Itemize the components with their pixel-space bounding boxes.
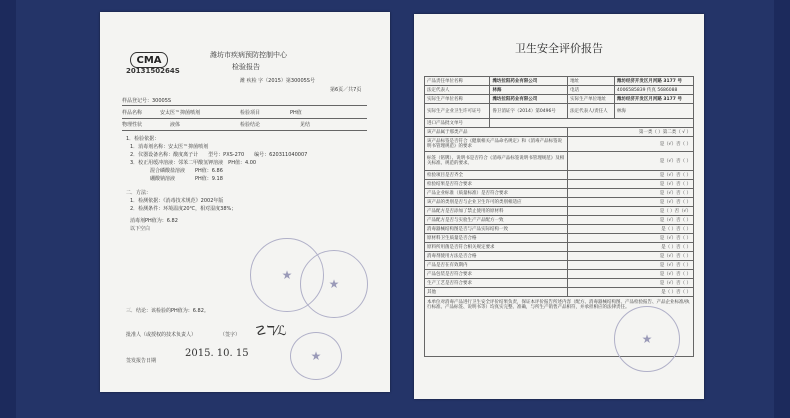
- sample-no: 样品登记号：30005S: [122, 98, 172, 104]
- table-cell: 潍坊拉阳药业有限公司: [490, 77, 568, 86]
- table-cell: 实际生产单位地址: [568, 95, 615, 104]
- signature-label: （签字）: [220, 332, 241, 338]
- method-line: 硼酸钠溶液 PH值：9.18: [130, 176, 223, 182]
- table-row: [425, 216, 694, 225]
- table-cell: 林海: [614, 104, 693, 119]
- table-cell: 产品包装是否符合要求: [425, 270, 568, 279]
- table-cell: 是（√）否（ ）: [568, 152, 694, 171]
- procedure-line: 1．检测依据：《消毒技术规范》2002年版: [130, 198, 224, 204]
- table-cell: 实际生产单位名称: [425, 95, 490, 104]
- report-number: 2013150264S: [126, 67, 180, 75]
- table-row: [425, 252, 694, 261]
- table-cell: 法定代表人: [425, 86, 490, 95]
- safety-evaluation-page: [414, 14, 704, 399]
- inspection-report-page: [100, 12, 390, 392]
- table-cell: 产品是否在有效期内: [425, 261, 568, 270]
- cma-logo: CMA: [130, 52, 168, 68]
- table-row: [425, 189, 694, 198]
- sample-name: 安太医™抑菌喷剂: [160, 110, 201, 116]
- table-cell: 电话: [568, 86, 615, 95]
- date-label: 签发报告日期: [126, 358, 157, 364]
- test-item-label: 检验项目: [240, 110, 261, 116]
- table-cell: 标签（铭牌）、说明书是否符合《消毒产品标签说明书管理规范》及相关标准、规范的要求。: [425, 152, 568, 171]
- method-line: 2．仪器设备名称：酸度离子计 型号：PXS-270 编号：620311040007: [130, 152, 308, 158]
- table-cell: 是（ ）否（ ）: [568, 288, 694, 297]
- table-row: [425, 243, 694, 252]
- procedure-title: 二．方法：: [126, 190, 152, 196]
- table-row: [425, 234, 694, 243]
- declaration-text: 本单位对消毒产品进行卫生安全评价结果负责，保证本评价报告所述内容（配方、消毒器械结构图、产品检验报告、产品企业标准/执行标准、产品标签、说明书等）均真实完整、准确，与所生产销售产品相符，并承担相应的法律责任。: [425, 297, 694, 357]
- method-line: 混合磷酸盐溶液 PH值：6.86: [130, 168, 223, 174]
- report-title: 检验报告: [232, 63, 260, 71]
- table-cell: 第一类（ ）第二类（ √ ）: [568, 128, 694, 137]
- table-cell: 是（ ）否（ ）: [568, 225, 694, 234]
- table-row: [425, 77, 694, 86]
- method-title: 1．检验依据：: [126, 136, 160, 142]
- table-cell: 是（√）否（ ）: [568, 270, 694, 279]
- safety-report-title: 卫生安全评价报告: [515, 42, 603, 55]
- table-cell: 是（√）否（ ）: [568, 198, 694, 207]
- table-cell: 是（√）否（ ）: [568, 189, 694, 198]
- table-cell: 是（√）否（ ）: [568, 180, 694, 189]
- table-cell: 产品配方是否添加了禁止使用的原材料: [425, 207, 568, 216]
- table-cell: 该产品标签是否符合《健康相关产品命名规定》和《消毒产品标签说明书管理规范》的要求: [425, 137, 568, 152]
- table-row: [425, 152, 694, 171]
- table-cell: 该产品的类别是否与企业卫生许可的类别相适应: [425, 198, 568, 207]
- table-row: [425, 137, 694, 152]
- table-row: [425, 180, 694, 189]
- issuer-name: 潍坊市疾病预防控制中心: [210, 51, 287, 59]
- official-seal: ★: [614, 306, 680, 372]
- table-cell: 实际生产企业卫生许可证号: [425, 104, 490, 119]
- table-cell: 检验项目是否齐全: [425, 171, 568, 180]
- table-cell: 原料所用菌是否符合相关规定要求: [425, 243, 568, 252]
- table-cell: 原材料卫生质量是否合格: [425, 234, 568, 243]
- sample-name-label: 样品名称: [122, 110, 143, 116]
- conclusion-line: 三．结论：该检验的PH值为：6.82。: [126, 308, 209, 314]
- table-cell: 潍坊拉阳药业有限公司: [490, 95, 568, 104]
- handwritten-date: 2015. 10. 15: [185, 348, 249, 359]
- table-cell: 是（ ）否（ ）: [568, 243, 694, 252]
- test-item: PH值: [290, 110, 302, 116]
- table-cell: 是（√）否（ ）: [568, 279, 694, 288]
- result-line: 以下空白: [130, 226, 151, 232]
- table-cell: 鲁卫消证字（2014）第0496号: [490, 104, 568, 119]
- table-cell: 潍坊经济开发区月河路 3177 号: [614, 95, 693, 104]
- procedure-line: 2．检测条件：环境温度20℃，相对湿度38%；: [130, 206, 237, 212]
- method-line: 3．校正用缓冲溶液：邻苯二甲酸氢钾溶液 PH值：4.00: [130, 160, 257, 166]
- result-line: 消毒剂PH值为：6.82: [130, 218, 178, 224]
- table-cell: 消毒器械结构图是否与产品实际结构一致: [425, 225, 568, 234]
- handwritten-signature: ☡ℸ⁄ℒ: [255, 324, 287, 339]
- conclusion: 见结: [300, 122, 311, 128]
- table-row: [425, 95, 694, 104]
- table-cell: 是（√）否（ ）: [568, 171, 694, 180]
- table-cell: 检验结果是否符合要求: [425, 180, 568, 189]
- table-cell: 潍坊经济开发区月河路 3177 号: [614, 77, 693, 86]
- table-cell: 是（√）否（ ）: [568, 137, 694, 152]
- signatory-label: 批准人（或授权的技术负责人）: [126, 332, 197, 338]
- ref-number: 潍 疾检 字（2015）第30005S号: [240, 78, 315, 84]
- table-row: [425, 198, 694, 207]
- method-line: 1．消毒剂名称：安太医™抑菌喷剂: [130, 144, 209, 150]
- table-cell: 是（√）否（ ）: [568, 261, 694, 270]
- table-row: [425, 279, 694, 288]
- table-row: [425, 119, 694, 128]
- official-seal: ★: [250, 238, 324, 312]
- table-cell: 是（√）否（ ）: [568, 234, 694, 243]
- table-cell: 是（√）否（ ）: [568, 252, 694, 261]
- table-cell: 其他: [425, 288, 568, 297]
- table-cell: 产品责任单位名称: [425, 77, 490, 86]
- table-cell: 林海: [490, 86, 568, 95]
- table-row: [425, 225, 694, 234]
- table-row: [425, 261, 694, 270]
- table-cell: [490, 119, 694, 128]
- table-cell: 法定代表人/责任人: [568, 104, 615, 119]
- table-cell: 进口产品批文单号: [425, 119, 490, 128]
- table-row: [425, 270, 694, 279]
- conclusion-label: 检验结论: [240, 122, 261, 128]
- table-cell: 地址: [568, 77, 615, 86]
- table-cell: 是（ ）否（√）: [568, 207, 694, 216]
- table-row: [425, 207, 694, 216]
- table-cell: 4006585839 传真 5686088: [614, 86, 693, 95]
- table-cell: 产品配方是否与实验生产产品配方一致: [425, 216, 568, 225]
- table-row: [425, 128, 694, 137]
- table-cell: 产品企业标准（质量标准）是否符合要求: [425, 189, 568, 198]
- table-cell: 该产品属于那类产品: [425, 128, 568, 137]
- table-cell: 是（√）否（ ）: [568, 216, 694, 225]
- table-row: [425, 288, 694, 297]
- table-cell: 消毒剂使用方法是否合格: [425, 252, 568, 261]
- physical-state: 液体: [170, 122, 181, 128]
- page-count: 第6页／共7页: [330, 87, 362, 93]
- official-seal: ★: [300, 250, 368, 318]
- table-row: [425, 104, 694, 119]
- table-cell: 生产工艺是否符合要求: [425, 279, 568, 288]
- physical-state-label: 物理性状: [122, 122, 143, 128]
- official-seal: ★: [290, 332, 342, 380]
- table-row: [425, 86, 694, 95]
- table-row: [425, 171, 694, 180]
